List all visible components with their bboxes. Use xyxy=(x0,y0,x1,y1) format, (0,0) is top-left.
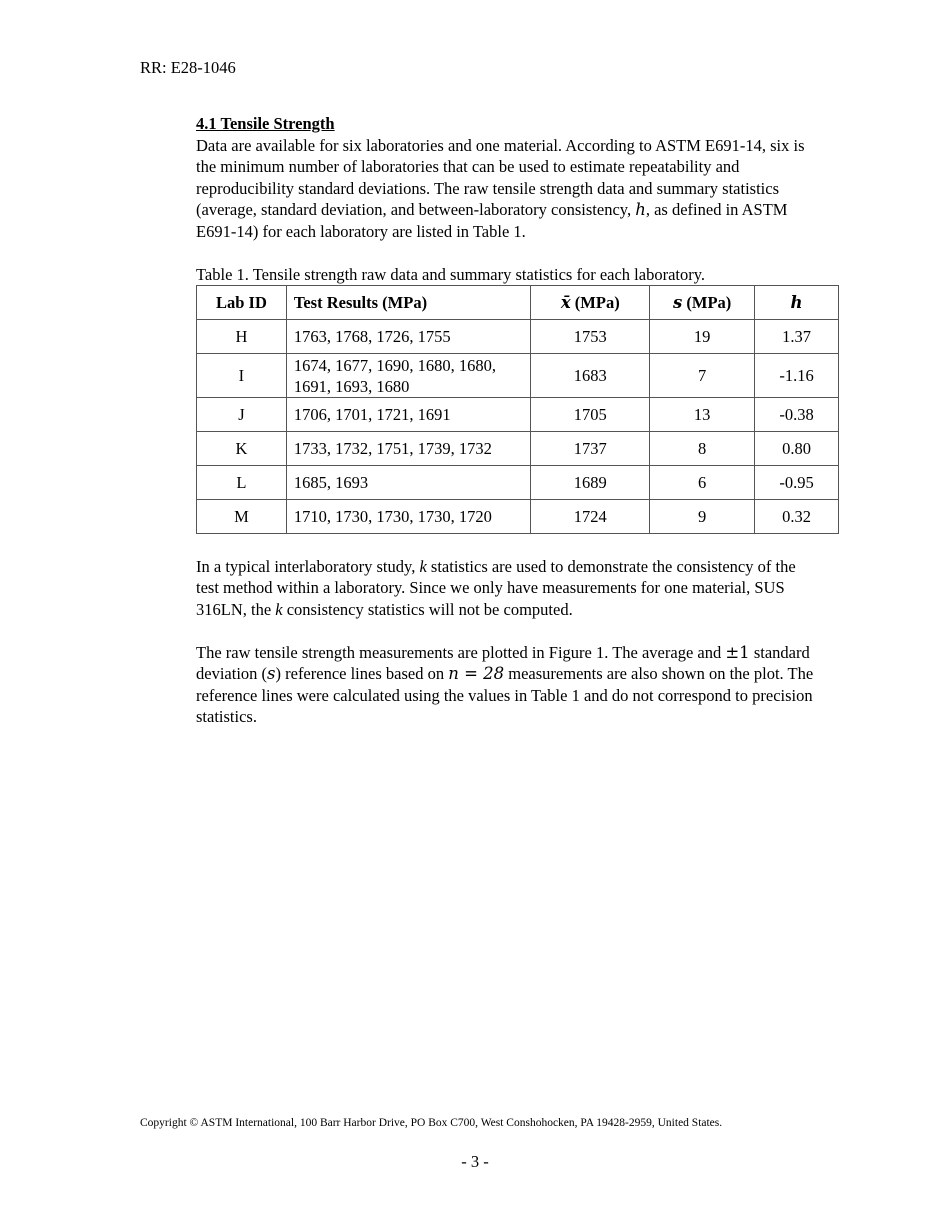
cell-mean: 1689 xyxy=(531,466,650,500)
cell-lab: I xyxy=(197,354,287,398)
copyright-footer: Copyright © ASTM International, 100 Barr Harbor Drive, PO Box C700, West Conshohocken, PA 19428-2959, United States. xyxy=(140,1117,723,1129)
cell-lab: M xyxy=(197,500,287,534)
header-mean: x̄ (MPa) xyxy=(531,286,650,320)
k-statistics-paragraph: In a typical interlaboratory study, k statistics are used to demonstrate the consistency of the test method within a laboratory. Since we only have measurements for one material, SUS 316LN, the k consistency statistics will not be computed. xyxy=(196,556,796,619)
cell-mean: 1683 xyxy=(531,354,650,398)
intro-paragraph: Data are available for six laboratories and one material. According to ASTM E691-14, six is the minimum number of laboratories that can be used to estimate repeatability and reproducibility standard deviations. The raw tensile strength data and summary statistics (average, standard deviation, and between-laboratory consistency, h, as defined in ASTM E691-14) for each laboratory are listed in Table 1. xyxy=(196,135,805,241)
cell-mean: 1705 xyxy=(531,398,650,432)
table-row xyxy=(197,466,839,500)
cell-h: -0.38 xyxy=(755,398,839,432)
header-h: h xyxy=(755,286,839,320)
table-row xyxy=(197,320,839,354)
header-lab-id: Lab ID xyxy=(197,286,287,320)
statistics-table xyxy=(196,285,839,534)
cell-lab: J xyxy=(197,398,287,432)
table-row xyxy=(197,432,839,466)
cell-h: 0.80 xyxy=(755,432,839,466)
table-row xyxy=(197,398,839,432)
cell-results: 1685, 1693 xyxy=(286,466,531,500)
cell-h: -1.16 xyxy=(755,354,839,398)
table-row xyxy=(197,354,839,398)
cell-sd: 8 xyxy=(650,432,755,466)
table-caption: Table 1. Tensile strength raw data and summary statistics for each laboratory. xyxy=(196,264,706,284)
cell-results: 1763, 1768, 1726, 1755 xyxy=(286,320,531,354)
main-content xyxy=(196,113,816,728)
report-id: RR: E28-1046 xyxy=(140,58,236,77)
cell-mean: 1753 xyxy=(531,320,650,354)
header-sd: s (MPa) xyxy=(650,286,755,320)
page-number: - 3 - xyxy=(461,1152,489,1171)
cell-sd: 9 xyxy=(650,500,755,534)
cell-h: 1.37 xyxy=(755,320,839,354)
header-test-results: Test Results (MPa) xyxy=(286,286,531,320)
cell-results: 1733, 1732, 1751, 1739, 1732 xyxy=(286,432,531,466)
cell-mean: 1737 xyxy=(531,432,650,466)
cell-results: 1674, 1677, 1690, 1680, 1680, 1691, 1693, 1680 xyxy=(286,354,531,398)
table-row xyxy=(197,500,839,534)
cell-results: 1706, 1701, 1721, 1691 xyxy=(286,398,531,432)
table-header-row xyxy=(197,286,839,320)
cell-sd: 6 xyxy=(650,466,755,500)
h-symbol: h xyxy=(635,200,646,219)
cell-mean: 1724 xyxy=(531,500,650,534)
cell-sd: 7 xyxy=(650,354,755,398)
cell-sd: 13 xyxy=(650,398,755,432)
cell-h: 0.32 xyxy=(755,500,839,534)
cell-lab: H xyxy=(197,320,287,354)
cell-h: -0.95 xyxy=(755,466,839,500)
figure-reference-paragraph: The raw tensile strength measurements are plotted in Figure 1. The average and ±1 standard deviation (s) reference lines based on n = 28 measurements are also shown on the plot. The reference lines were calculated using the values in Table 1 and do not correspond to precision statistics. xyxy=(196,642,814,726)
cell-lab: L xyxy=(197,466,287,500)
cell-sd: 19 xyxy=(650,320,755,354)
section-heading: 4.1 Tensile Strength xyxy=(196,114,335,133)
cell-lab: K xyxy=(197,432,287,466)
cell-results: 1710, 1730, 1730, 1730, 1720 xyxy=(286,500,531,534)
